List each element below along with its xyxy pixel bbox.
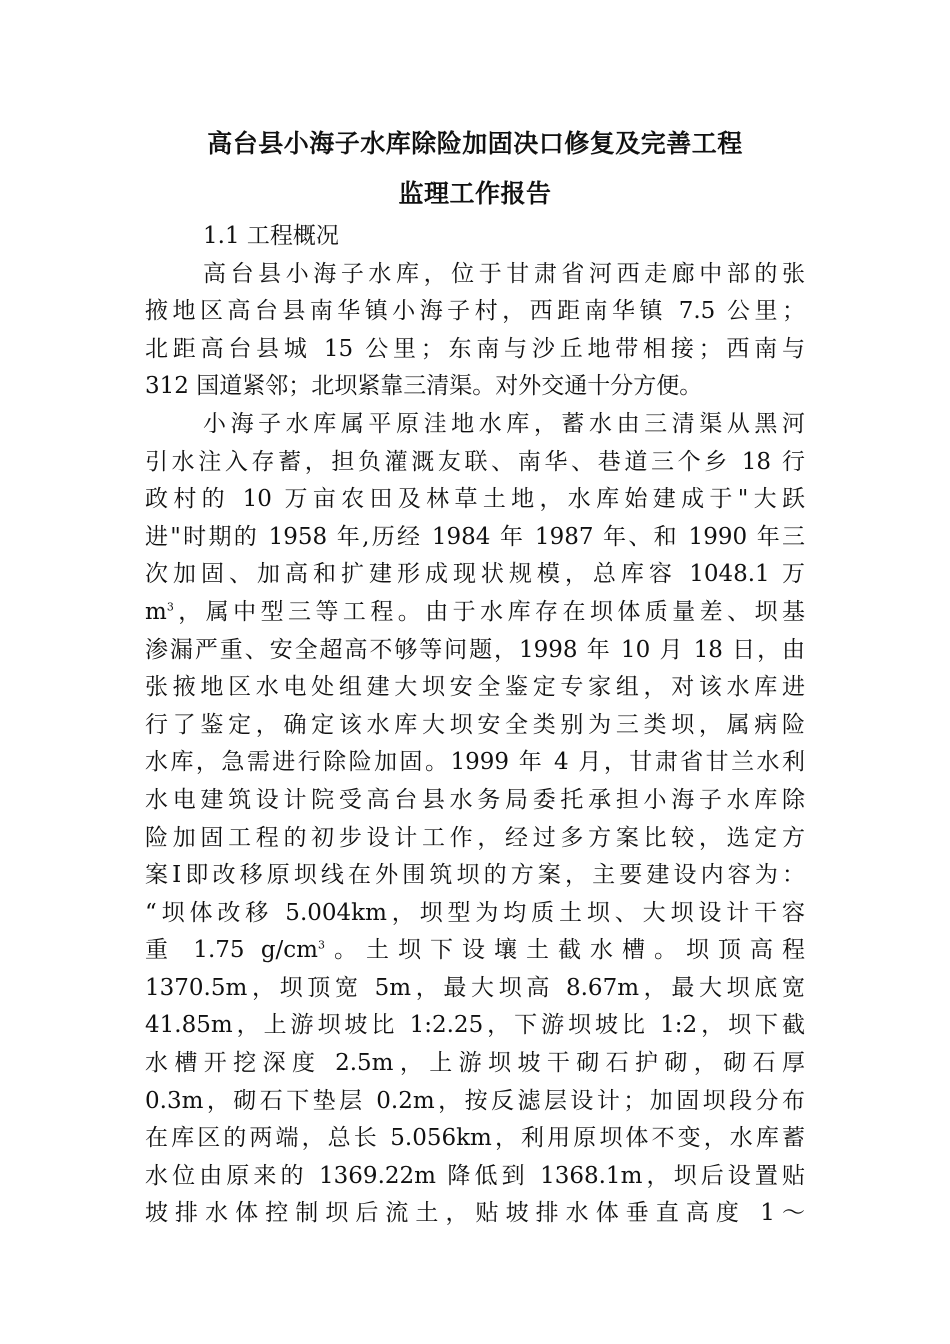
density-value: 重 1.75 $g/cm^3$ xyxy=(145,937,325,964)
paragraph-line: 次加固、加高和扩建形成现状规模，总库容 1048.1 万 xyxy=(145,561,805,588)
paragraph-line: “坝体改移 5.004km，坝型为均质土坝、大坝设计干容 xyxy=(145,899,805,926)
paragraph-line: 掖地区高台县南华镇小海子村，西距南华镇 7.5 公里； xyxy=(145,298,805,325)
paragraph-line: 高台县小海子水库，位于甘肃省河西走廊中部的张 xyxy=(203,260,805,287)
paragraph-line: 0.3m，砌石下垫层 0.2m，按反滤层设计；加固坝段分布 xyxy=(145,1087,805,1114)
paragraph-line: 渗漏严重、安全超高不够等问题，1998 年 10 月 18 日，由 xyxy=(145,636,805,663)
paragraph-line: 坡排水体控制坝后流土，贴坡排水体垂直高度 1～ xyxy=(145,1200,805,1227)
paragraph-line: 政村的 10 万亩农田及林草土地，水库始建成于"大跃 xyxy=(145,486,805,513)
paragraph-line: 41.85m，上游坝坡比 1:2.25，下游坝坡比 1:2，坝下截 xyxy=(145,1012,805,1039)
paragraph-line: 引水注入存蓄，担负灌溉友联、南华、巷道三个乡 18 行 xyxy=(145,448,805,475)
paragraph-line-with-unit: $m^3$，属中型三等工程。由于水库存在坝体质量差、坝基 xyxy=(145,598,805,625)
paragraph-line: 小海子水库属平原洼地水库，蓄水由三清渠从黑河 xyxy=(203,410,805,437)
document-subtitle: 监理工作报告 xyxy=(398,179,552,208)
paragraph-line-with-unit: 重 1.75 $g/cm^3$。土坝下设壤土截水槽。坝顶高程 xyxy=(145,937,805,964)
section-heading: 1.1 工程概况 xyxy=(203,223,339,249)
paragraph-line: 进"时期的 1958 年,历经 1984 年 1987 年、和 1990 年三 xyxy=(145,523,805,550)
paragraph-line: 行了鉴定，确定该水库大坝安全类别为三类坝，属病险 xyxy=(145,711,805,738)
paragraph-line: 水库，急需进行除险加固。1999 年 4 月，甘肃省甘兰水利 xyxy=(145,749,805,776)
paragraph-line: 案I即改移原坝线在外围筑坝的方案，主要建设内容为： xyxy=(145,862,805,889)
document-title: 高台县小海子水库除险加固决口修复及完善工程 xyxy=(207,129,743,158)
paragraph-line: 水槽开挖深度 2.5m，上游坝坡干砌石护砌，砌石厚 xyxy=(145,1050,805,1077)
paragraph-line: 水电建筑设计院受高台县水务局委托承担小海子水库除 xyxy=(145,786,805,813)
document-body xyxy=(145,218,805,1233)
paragraph-line: 在库区的两端，总长 5.056km，利用原坝体不变，水库蓄 xyxy=(145,1125,805,1152)
paragraph-line: 312 国道紧邻；北坝紧靠三清渠。对外交通十分方便。 xyxy=(145,373,703,400)
paragraph-line: 水位由原来的 1369.22m 降低到 1368.1m，坝后设置贴 xyxy=(145,1162,805,1189)
paragraph-line: 险加固工程的初步设计工作，经过多方案比较，选定方 xyxy=(145,824,805,851)
paragraph-line: 张掖地区水电处组建大坝安全鉴定专家组，对该水库进 xyxy=(145,674,805,701)
paragraph-line: 1370.5m，坝顶宽 5m，最大坝高 8.67m，最大坝底宽 xyxy=(145,974,805,1001)
paragraph-line: 北距高台县城 15 公里；东南与沙丘地带相接；西南与 xyxy=(145,335,805,362)
unit-m3: $m^3$ xyxy=(145,598,174,625)
